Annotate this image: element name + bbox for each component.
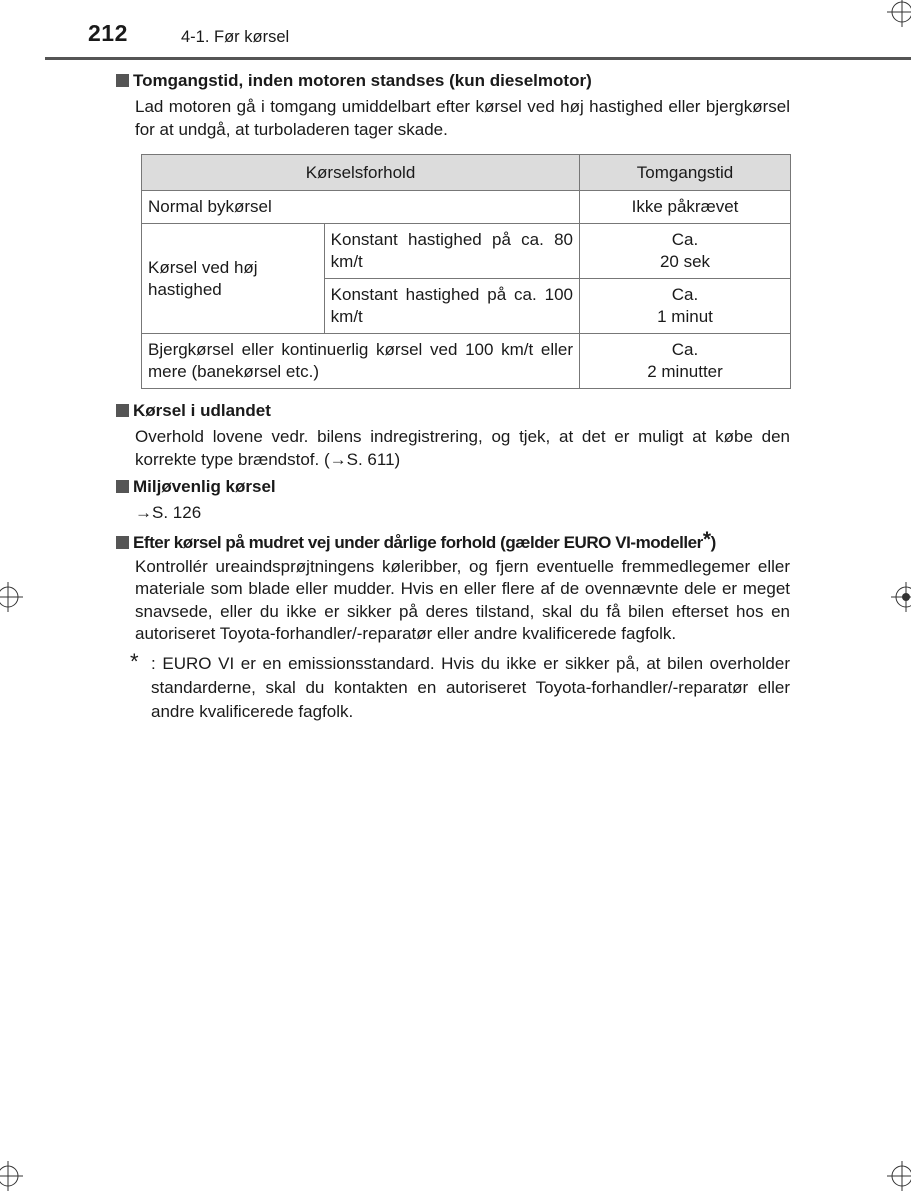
asterisk-mark: * — [702, 527, 711, 551]
table-header-row — [142, 155, 791, 191]
table-cell-time-line: Ca. — [671, 340, 699, 359]
header-rule — [45, 57, 911, 60]
registration-mark-left-middle-icon — [0, 582, 23, 612]
registration-mark-right-middle-icon — [891, 582, 911, 612]
table-cell-time-line: Ca. — [671, 230, 699, 249]
table-cell-time — [580, 279, 791, 334]
section-heading-muddy-road: Efter kørsel på mudret vej under dårlige forhold (gælder EURO VI-modeller*) — [116, 531, 790, 554]
table-cell-time-line: Ca. — [671, 285, 699, 304]
footnote-mark: * — [130, 648, 139, 674]
table-cell-subcondition: Konstant hastighed på ca. 100 km/t — [324, 279, 579, 334]
table-header-idle-time: Tomgangstid — [580, 155, 791, 191]
section-heading-idle-time: Tomgangstid, inden motoren standses (kun dieselmotor) — [116, 70, 790, 92]
table-cell-time: Ikke påkrævet — [580, 191, 791, 224]
idle-time-table — [141, 154, 791, 389]
table-cell-time — [580, 334, 791, 389]
section-text-driving-abroad: Overhold lovene vedr. bilens indregistrering, og tjek, at det er muligt at købe den korrekte type brændstof. (→S. 611) — [135, 427, 790, 469]
footnote — [130, 648, 790, 724]
table-header-condition: Kørselsforhold — [142, 155, 580, 191]
section-heading-eco-driving: Miljøvenlig kørsel — [116, 476, 790, 498]
registration-mark-top-right-icon — [887, 0, 911, 27]
square-bullet-icon — [116, 74, 129, 87]
section-text-idle-time: Lad motoren gå i tomgang umiddelbart efter kørsel ved høj hastighed eller bjergkørsel for at undgå, at turboladeren tager skade. — [135, 97, 790, 139]
table-cell-condition: Bjergkørsel eller kontinuerlig kørsel ved 100 km/t eller mere (banekørsel etc.) — [142, 334, 580, 389]
table-cell-time-line: 1 minut — [657, 307, 713, 326]
table-cell-time-line: 20 sek — [659, 252, 711, 271]
table-cell-time — [580, 224, 791, 279]
page-number: 212 — [88, 20, 128, 46]
table-cell-time-line: 2 minutter — [647, 362, 723, 381]
section-text-muddy-road: Kontrollér ureaindsprøjtningens køleribber, og fjern eventuelle fremmedlegemer eller materiale som blade eller mudder. Hvis en eller flere af de ovennævnte dele er meget snavsede, eller du ikke er sikker på deres tilstand, skal du få bilen efterset hos en autoriseret Toyota-forhandler/-reparatør eller andre kvalificerede fagfolk. — [135, 556, 790, 643]
table-row — [142, 191, 791, 224]
table-cell-group: Kørsel ved høj hastighed — [142, 224, 325, 334]
registration-mark-bottom-right-icon — [887, 1161, 911, 1191]
footnote-text: : EURO VI er en emissionsstandard. Hvis du ikke er sikker på, at bilen overholder standarderne, skal du kontakten en autoriseret Toyota-forhandler/-reparatør eller andre kvalificerede fagfolk. — [151, 653, 790, 721]
registration-mark-bottom-left-icon — [0, 1161, 23, 1191]
section-text-eco-driving: →S. 126 — [135, 503, 202, 522]
section-label: 4-1. Før kørsel — [181, 28, 290, 46]
table-row — [142, 334, 791, 389]
table-cell-subcondition: Konstant hastighed på ca. 80 km/t — [324, 224, 579, 279]
table-cell-condition: Normal bykørsel — [142, 191, 580, 224]
page-content — [116, 70, 790, 724]
table-row — [142, 224, 791, 279]
section-heading-driving-abroad: Kørsel i udlandet — [116, 400, 790, 422]
square-bullet-icon — [116, 404, 129, 417]
square-bullet-icon — [116, 480, 129, 493]
square-bullet-icon — [116, 536, 129, 549]
